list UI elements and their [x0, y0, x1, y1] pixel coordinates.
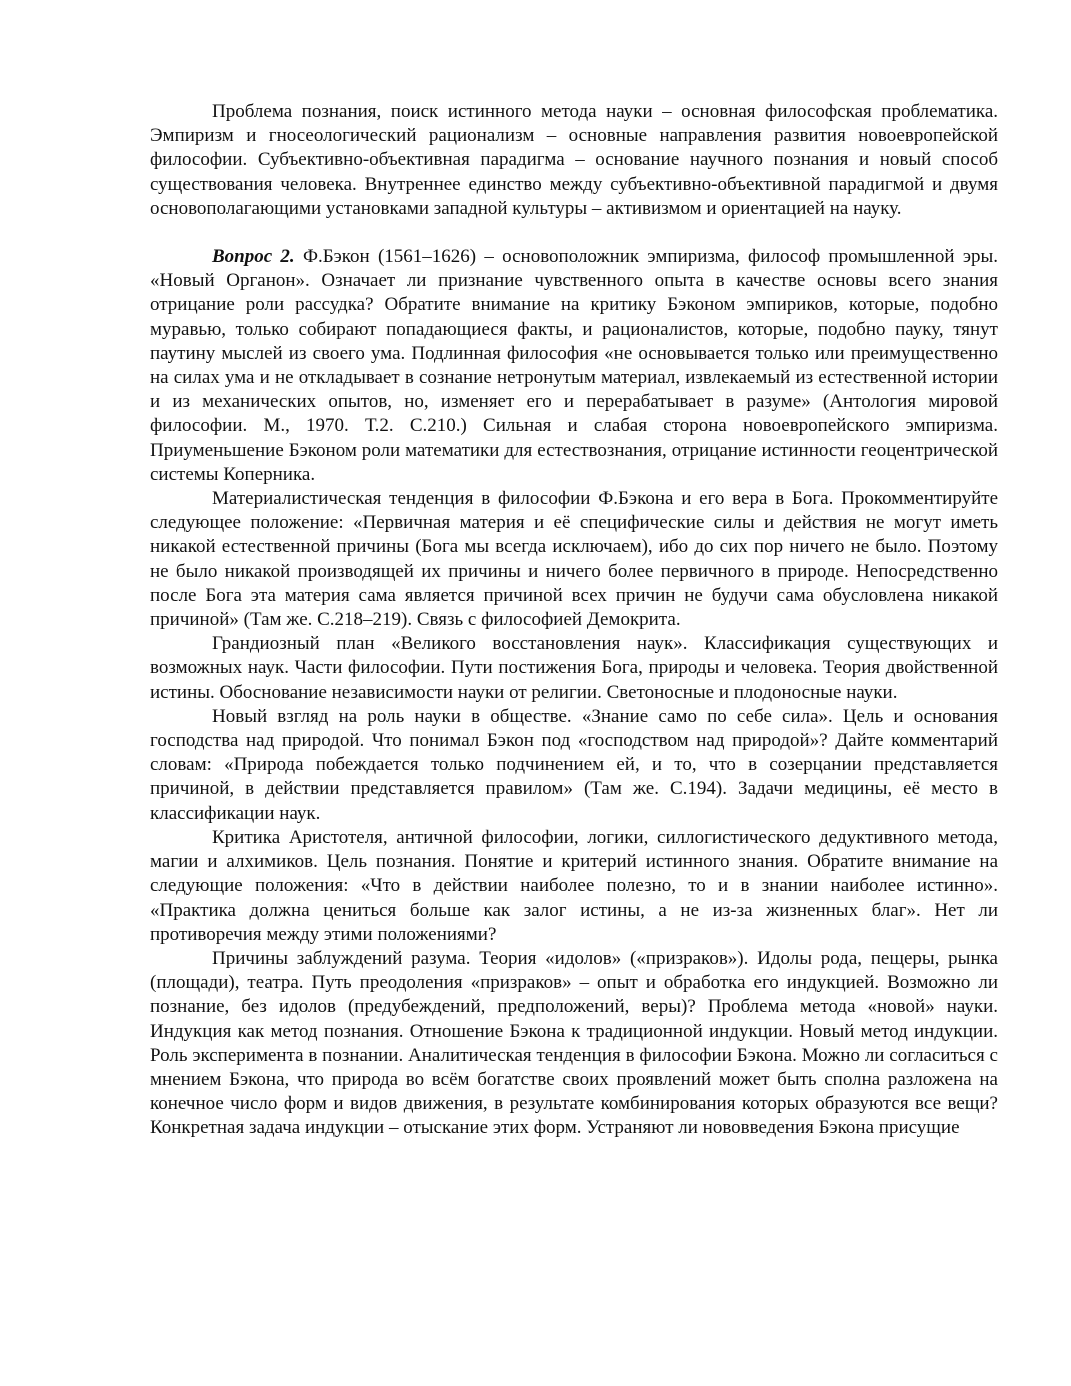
paragraph-3: [150, 487, 998, 632]
paragraph-7: [150, 947, 998, 1141]
paragraph-1: [150, 100, 998, 221]
paragraph-text: Причины заблуждений разума. Теория «идолов» («призраков»). Идолы рода, пещеры, рынка (площади), театра. Путь преодоления «призраков» – опыт и обработка его индукцией. Возможно ли познание, без идолов (предубеждений, предположений, веры)? Проблема метода «новой» науки. Индукция как метод познания. Отношение Бэкона к традиционной индукции. Новый метод индукции. Роль эксперимента в познании. Аналитическая тенденция в философии Бэкона. Можно ли согласиться с мнением Бэкона, что природа во всём богатстве своих проявлений может быть сполна разложена на конечное число форм и видов движения, в результате комбинирования которых образуются все вещи? Конкретная задача индукции – отыскание этих форм. Устраняют ли нововведения Бэкона присущие: [150, 947, 998, 1139]
document-page: [150, 100, 998, 1141]
question-label: Вопрос 2.: [212, 246, 295, 268]
paragraph-text: Грандиозный план «Великого восстановления наук». Классификация существующих и возможных наук. Части философии. Пути постижения Бога, природы и человека. Теория двойственной истины. Обоснование независимости науки от религии. Светоносные и плодоносные науки.: [150, 633, 998, 703]
paragraph-5: [150, 705, 998, 826]
paragraph-6: [150, 826, 998, 947]
paragraph-text: Материалистическая тенденция в философии Ф.Бэкона и его вера в Бога. Прокомментируйте следующее положение: «Первичная материя и её специфические силы и действия не могут иметь никакой естественной причины (Бога мы всегда исключаем), ибо до сих пор ничего не было. Поэтому не было никакой производящей их причины и ничего более первичного в природе. Непосредственно после Бога эта материя сама является причиной всех причин не будучи сама обусловлена никакой причиной» (Там же. С.218–219). Связь с философией Демокрита.: [150, 488, 998, 631]
paragraph-2: [150, 245, 998, 487]
paragraph-text: Критика Аристотеля, античной философии, логики, силлогистического дедуктивного метода, магии и алхимиков. Цель познания. Понятие и критерий истинного знания. Обратите внимание на следующие положения: «Что в действии наиболее полезно, то и в знании наиболее истинно». «Практика должна цениться больше как залог истины, а не из-за жизненных благ». Нет ли противоречия между этими положениями?: [150, 826, 998, 945]
paragraph-text: Проблема познания, поиск истинного метода науки – основная философская проблематика. Эмпиризм и гносеологический рационализм – основные направления развития новоевропейской философии. Субъективно-объективная парадигма – основание научного познания и новый способ существования человека. Внутреннее единство между субъективно-объективной парадигмой и двумя основополагающими установками западной культуры – активизмом и ориентацией на науку.: [150, 101, 998, 219]
paragraph-text: Новый взгляд на роль науки в обществе. «Знание само по себе сила». Цель и основания господства над природой. Что понимал Бэкон под «господством над природой»? Дайте комментарий словам: «Природа побеждается только подчинением ей, и то, что в созерцании представляется причиной, в действии представляется правилом» (Там же. С.194). Задачи медицины, её место в классификации наук.: [150, 705, 998, 824]
paragraph-text: Ф.Бэкон (1561–1626) – основоположник эмпиризма, философ промышленной эры. «Новый Органон». Означает ли признание чувственного опыта в качестве основы всего знания отрицание роли рассудка? Обратите внимание на критику Бэконом эмпириков, которые, подобно муравью, только собирают попадающиеся факты, и рационалистов, которые, подобно пауку, тянут паутину мыслей из своего ума. Подлинная философия «не основывается только или преимущественно на силах ума и не откладывает в сознание нетронутым материал, извлекаемый из естественной истории и из механических опытов, но, изменяет его и перерабатывает в разуме» (Антология мировой философии. М., 1970. Т.2. С.210.) Сильная и слабая сторона новоевропейского эмпиризма. Приуменьшение Бэконом роли математики для естествознания, отрицание истинности геоцентрической системы Коперника.: [150, 246, 998, 485]
paragraph-4: [150, 632, 998, 705]
